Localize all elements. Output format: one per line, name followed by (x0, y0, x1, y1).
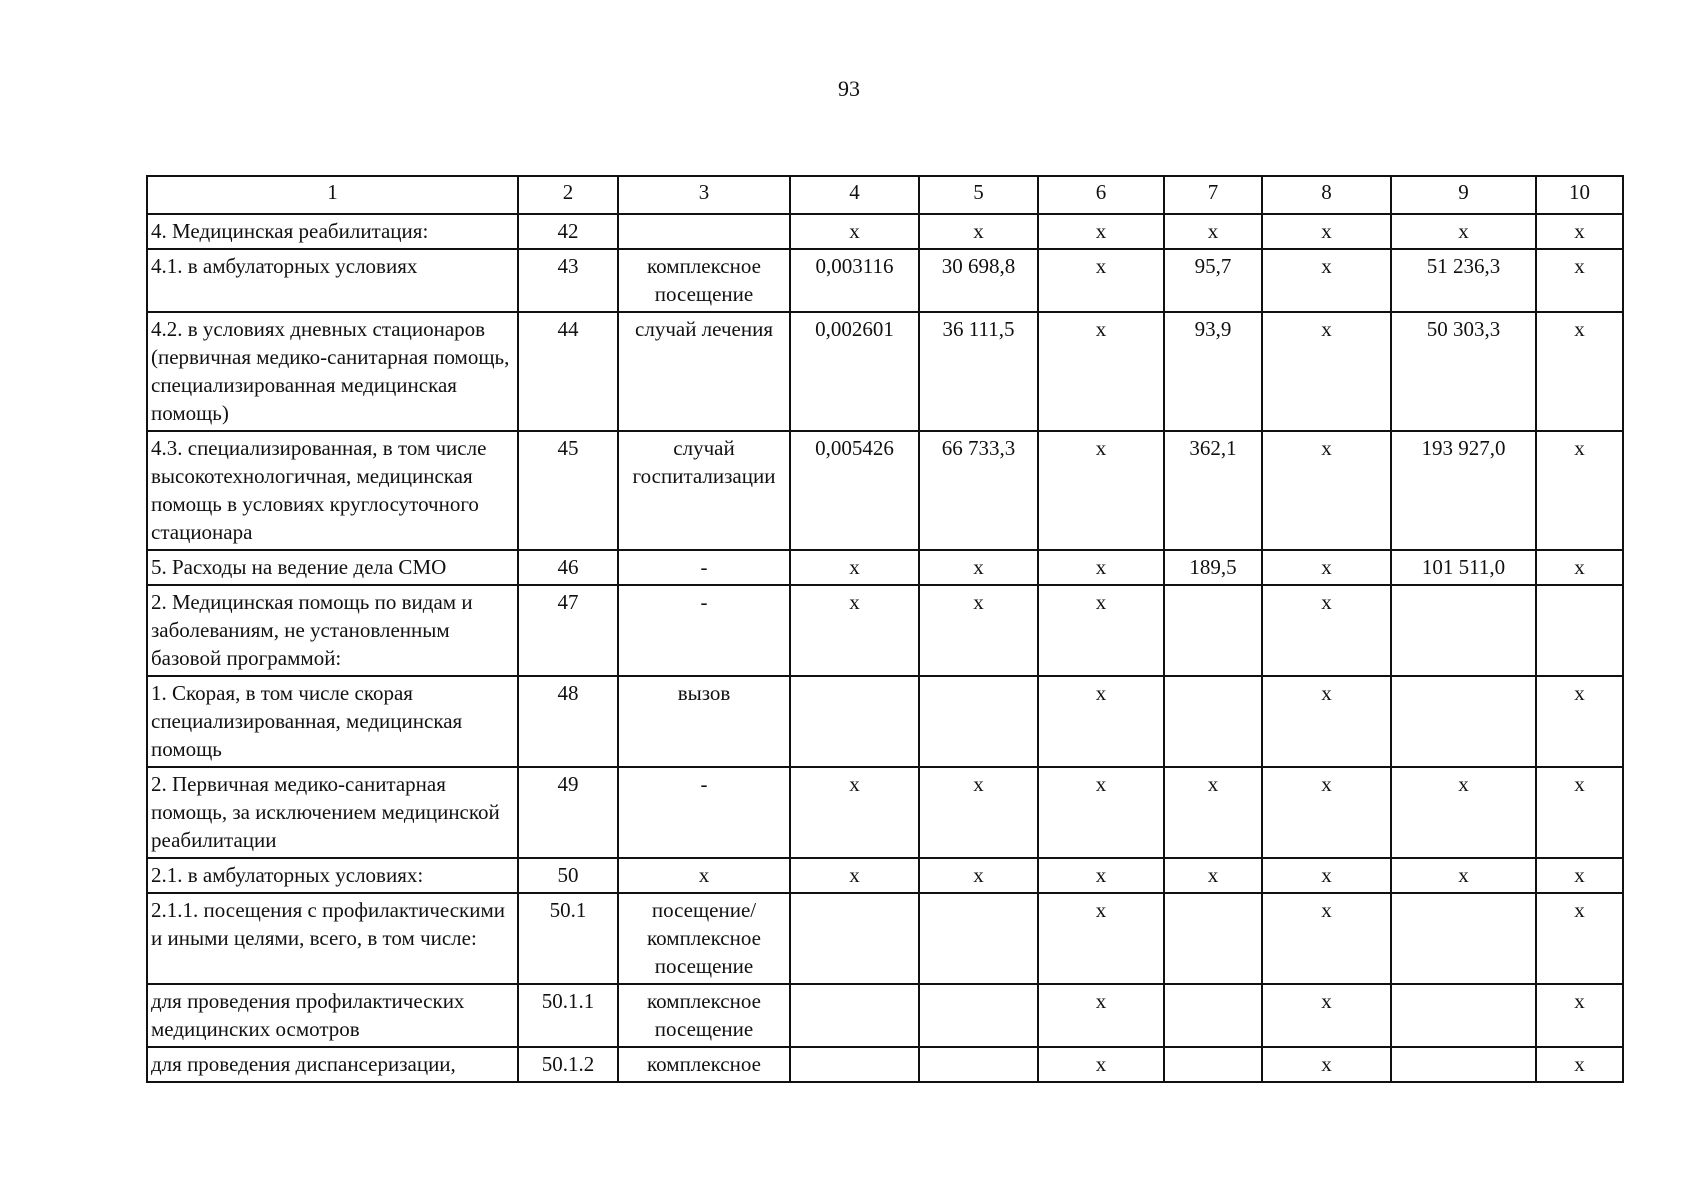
cell-col10: х (1536, 431, 1623, 550)
cell-col10: х (1536, 984, 1623, 1047)
cell-col7 (1164, 676, 1262, 767)
cell-row-number: 43 (518, 249, 618, 312)
cell-col6: х (1038, 893, 1164, 984)
cell-unit: - (618, 767, 790, 858)
cell-unit: х (618, 858, 790, 893)
cell-col6: х (1038, 585, 1164, 676)
cell-col9: 193 927,0 (1391, 431, 1536, 550)
cell-row-label: 4.2. в условиях дневных стационаров (первичная медико-санитарная помощь, специализированная медицинская помощь) (147, 312, 518, 431)
cell-unit (618, 214, 790, 249)
cell-row-number: 44 (518, 312, 618, 431)
cell-col9: 50 303,3 (1391, 312, 1536, 431)
cell-col8: х (1262, 312, 1391, 431)
header-row (147, 176, 1623, 214)
cell-col4: х (790, 858, 919, 893)
table-row (147, 893, 1623, 984)
cell-unit: комплексное посещение (618, 984, 790, 1047)
cell-col7: 93,9 (1164, 312, 1262, 431)
table-row (147, 550, 1623, 585)
cell-unit: посещение/ комплексное посещение (618, 893, 790, 984)
cell-col8: х (1262, 550, 1391, 585)
header-cell-col9: 9 (1391, 176, 1536, 214)
cell-col10: х (1536, 676, 1623, 767)
cell-col7: 362,1 (1164, 431, 1262, 550)
cell-col5 (919, 893, 1038, 984)
cell-col7 (1164, 1047, 1262, 1082)
cell-col5: х (919, 550, 1038, 585)
cell-col9: х (1391, 214, 1536, 249)
cell-col8: х (1262, 1047, 1391, 1082)
table-row (147, 214, 1623, 249)
cell-col4 (790, 893, 919, 984)
table-row (147, 858, 1623, 893)
cell-col7: 189,5 (1164, 550, 1262, 585)
cell-col5: 30 698,8 (919, 249, 1038, 312)
cell-row-number: 49 (518, 767, 618, 858)
cell-col5: 36 111,5 (919, 312, 1038, 431)
table-row (147, 767, 1623, 858)
cell-col8: х (1262, 893, 1391, 984)
cell-col6: х (1038, 249, 1164, 312)
cell-row-number: 50 (518, 858, 618, 893)
cell-col4: х (790, 214, 919, 249)
cell-col10: х (1536, 1047, 1623, 1082)
header-cell-col10: 10 (1536, 176, 1623, 214)
cell-col6: х (1038, 984, 1164, 1047)
cell-col5: х (919, 767, 1038, 858)
table-row (147, 312, 1623, 431)
header-cell-col3: 3 (618, 176, 790, 214)
header-cell-col7: 7 (1164, 176, 1262, 214)
cell-unit: - (618, 585, 790, 676)
cell-col8: х (1262, 858, 1391, 893)
cell-col8: х (1262, 431, 1391, 550)
cell-col6: х (1038, 550, 1164, 585)
cell-row-label: для проведения профилактических медицинских осмотров (147, 984, 518, 1047)
cell-col6: х (1038, 767, 1164, 858)
cell-col10: х (1536, 214, 1623, 249)
cell-col10: х (1536, 858, 1623, 893)
table-row (147, 249, 1623, 312)
cell-col8: х (1262, 676, 1391, 767)
cell-col4: 0,002601 (790, 312, 919, 431)
cell-row-label: 2.1. в амбулаторных условиях: (147, 858, 518, 893)
cell-col8: х (1262, 214, 1391, 249)
cell-row-number: 48 (518, 676, 618, 767)
cell-row-number: 46 (518, 550, 618, 585)
cell-col4 (790, 676, 919, 767)
cell-col8: х (1262, 984, 1391, 1047)
table-body (147, 176, 1623, 1082)
header-cell-col6: 6 (1038, 176, 1164, 214)
cell-col4 (790, 984, 919, 1047)
cell-col10: х (1536, 767, 1623, 858)
cell-col8: х (1262, 767, 1391, 858)
cell-col6: х (1038, 312, 1164, 431)
cell-col7: х (1164, 214, 1262, 249)
header-cell-col5: 5 (919, 176, 1038, 214)
cell-col7 (1164, 893, 1262, 984)
cell-row-label: 4. Медицинская реабилитация: (147, 214, 518, 249)
cell-col5: х (919, 214, 1038, 249)
header-cell-col2: 2 (518, 176, 618, 214)
cell-unit: комплексное (618, 1047, 790, 1082)
cell-col10: х (1536, 312, 1623, 431)
cell-col4: х (790, 550, 919, 585)
header-cell-col4: 4 (790, 176, 919, 214)
cell-col7 (1164, 984, 1262, 1047)
cell-col7: х (1164, 858, 1262, 893)
cell-row-label: 2. Медицинская помощь по видам и заболеваниям, не установленным базовой программой: (147, 585, 518, 676)
cell-col10 (1536, 585, 1623, 676)
table-row (147, 431, 1623, 550)
cell-col5: х (919, 858, 1038, 893)
cell-col6: х (1038, 214, 1164, 249)
cell-col10: х (1536, 893, 1623, 984)
cell-col4: 0,003116 (790, 249, 919, 312)
cell-unit: - (618, 550, 790, 585)
cell-unit: вызов (618, 676, 790, 767)
cell-row-label: 2.1.1. посещения с профилактическими и иными целями, всего, в том числе: (147, 893, 518, 984)
table-row (147, 984, 1623, 1047)
cell-col4: х (790, 767, 919, 858)
cell-col7: 95,7 (1164, 249, 1262, 312)
cell-col7 (1164, 585, 1262, 676)
cell-col5 (919, 676, 1038, 767)
cell-col8: х (1262, 249, 1391, 312)
cell-unit: комплексное посещение (618, 249, 790, 312)
cell-col9 (1391, 893, 1536, 984)
page-number: 93 (838, 76, 860, 101)
cell-col6: х (1038, 1047, 1164, 1082)
cell-col4 (790, 1047, 919, 1082)
cell-row-number: 45 (518, 431, 618, 550)
cell-row-number: 42 (518, 214, 618, 249)
cell-col9: 51 236,3 (1391, 249, 1536, 312)
cell-col9 (1391, 1047, 1536, 1082)
cell-col5 (919, 984, 1038, 1047)
cell-col6: х (1038, 858, 1164, 893)
cell-col9 (1391, 585, 1536, 676)
cell-col9 (1391, 676, 1536, 767)
cell-col4: 0,005426 (790, 431, 919, 550)
cell-row-number: 50.1.1 (518, 984, 618, 1047)
cell-row-label: для проведения диспансеризации, (147, 1047, 518, 1082)
cell-col5: 66 733,3 (919, 431, 1038, 550)
header-cell-col1: 1 (147, 176, 518, 214)
cell-col6: х (1038, 431, 1164, 550)
cell-row-number: 47 (518, 585, 618, 676)
cell-unit: случай госпитализации (618, 431, 790, 550)
cell-col9: 101 511,0 (1391, 550, 1536, 585)
cell-row-label: 4.3. специализированная, в том числе высокотехнологичная, медицинская помощь в условиях круглосуточного стационара (147, 431, 518, 550)
cell-row-label: 1. Скорая, в том числе скорая специализированная, медицинская помощь (147, 676, 518, 767)
cell-col5: х (919, 585, 1038, 676)
cell-col9: х (1391, 767, 1536, 858)
cell-row-label: 4.1. в амбулаторных условиях (147, 249, 518, 312)
cell-col7: х (1164, 767, 1262, 858)
table-row (147, 1047, 1623, 1082)
cell-col9 (1391, 984, 1536, 1047)
header-cell-col8: 8 (1262, 176, 1391, 214)
cell-col10: х (1536, 550, 1623, 585)
cell-col4: х (790, 585, 919, 676)
cell-row-label: 2. Первичная медико-санитарная помощь, за исключением медицинской реабилитации (147, 767, 518, 858)
cell-row-number: 50.1 (518, 893, 618, 984)
cell-row-label: 5. Расходы на ведение дела СМО (147, 550, 518, 585)
cell-col10: х (1536, 249, 1623, 312)
cell-col9: х (1391, 858, 1536, 893)
cell-col6: х (1038, 676, 1164, 767)
table-row (147, 676, 1623, 767)
report-table (146, 175, 1624, 1083)
cell-unit: случай лечения (618, 312, 790, 431)
cell-col5 (919, 1047, 1038, 1082)
cell-row-number: 50.1.2 (518, 1047, 618, 1082)
table-row (147, 585, 1623, 676)
cell-col8: х (1262, 585, 1391, 676)
